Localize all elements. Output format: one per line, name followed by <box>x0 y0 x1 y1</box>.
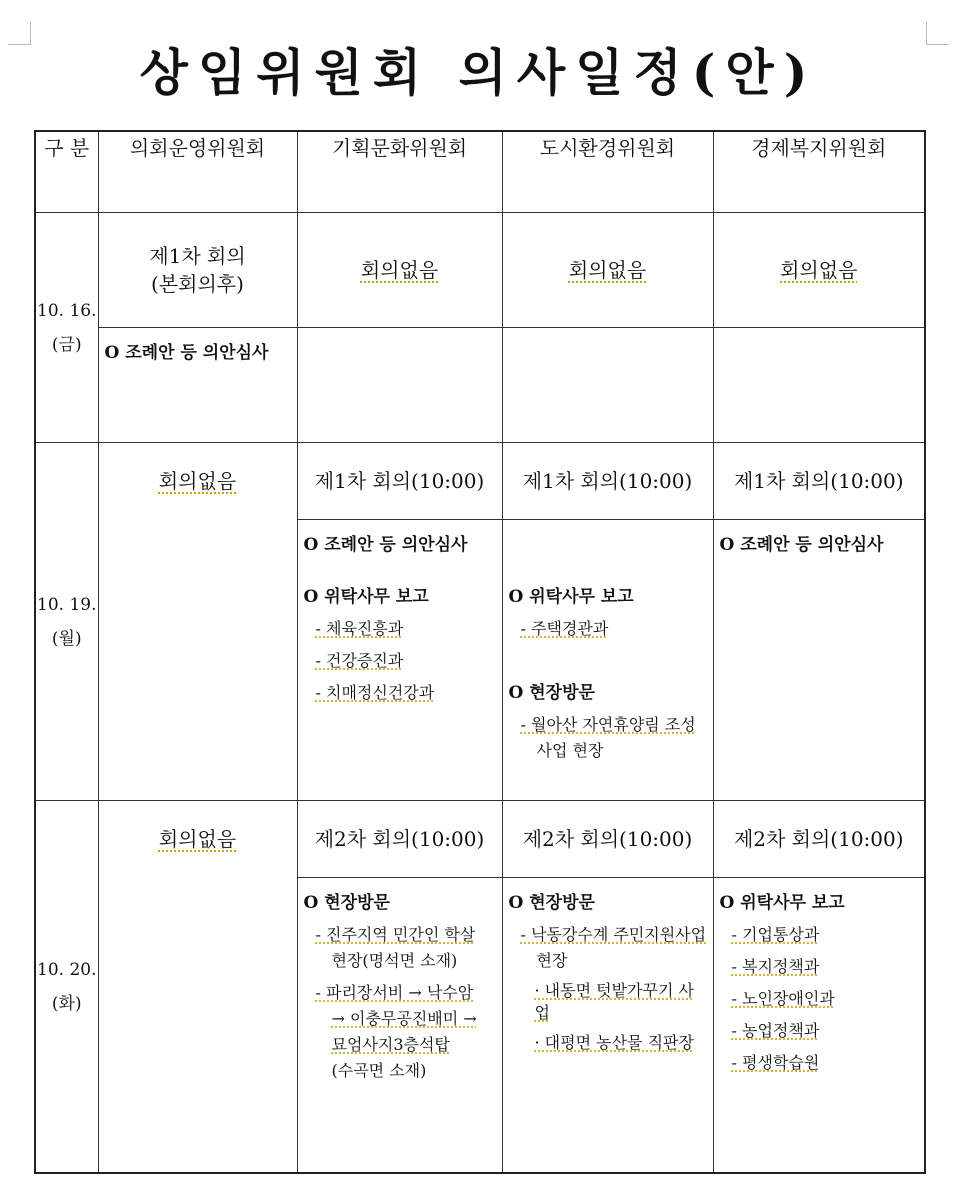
agenda-item: O 조례안 등 의안심사 <box>719 535 884 555</box>
agenda-sub-item-continued: (수곡면 소재) <box>331 1061 427 1080</box>
agenda-item: O 조례안 등 의안심사 <box>104 343 269 363</box>
agenda-sub-item: - 낙동강수계 주민지원사업 <box>520 925 707 944</box>
agenda-sub-item-continued: 현장(명석면 소재) <box>331 951 458 970</box>
agenda-sub-item-continued: 현장 <box>536 951 568 970</box>
agenda-item: O 현장방문 <box>508 893 595 913</box>
agenda-item: O 현장방문 <box>508 683 595 703</box>
schedule-table <box>34 130 926 1174</box>
page-title: 상임위원회 의사일정(안) <box>139 43 818 102</box>
agenda-sub-item: - 체육진흥과 <box>315 619 404 638</box>
meeting-title: 제2차 회의(10:00) <box>314 827 485 851</box>
meeting-subtitle: (본회의후) <box>151 272 244 296</box>
meeting-title: 제1차 회의 <box>149 244 246 268</box>
meeting-cell <box>502 443 713 520</box>
agenda-cell <box>713 520 925 801</box>
agenda-bullet-item: · 내동면 텃밭가꾸기 사업 <box>534 981 694 1022</box>
meeting-cell <box>98 801 297 1174</box>
date-text: 10. 20. <box>37 959 97 980</box>
header-committee-economy-welfare: 경제복지위원회 <box>713 131 925 213</box>
no-meeting-text: 회의없음 <box>360 258 439 282</box>
header-row <box>35 131 925 213</box>
day-text: (금) <box>51 334 82 355</box>
agenda-item: O 현장방문 <box>303 893 390 913</box>
meeting-title: 제2차 회의(10:00) <box>522 827 693 851</box>
no-meeting-text: 회의없음 <box>158 827 237 851</box>
meeting-title: 제1차 회의(10:00) <box>522 469 693 493</box>
no-meeting-text: 회의없음 <box>158 469 237 493</box>
meeting-cell <box>98 213 297 328</box>
meeting-cell <box>713 801 925 878</box>
meeting-cell <box>297 801 502 878</box>
meeting-cell <box>502 801 713 878</box>
agenda-sub-item: - 복지정책과 <box>731 957 820 976</box>
no-meeting-text: 회의없음 <box>568 258 647 282</box>
agenda-sub-item: - 건강증진과 <box>315 651 404 670</box>
agenda-cell-empty <box>502 328 713 443</box>
date-cell <box>35 443 98 801</box>
agenda-sub-item: - 기업통상과 <box>731 925 820 944</box>
meeting-title: 제1차 회의(10:00) <box>314 469 485 493</box>
meeting-cell <box>713 443 925 520</box>
no-meeting-text: 회의없음 <box>780 258 858 282</box>
agenda-sub-item: - 치매정신건강과 <box>315 683 435 702</box>
agenda-sub-item: - 농업정책과 <box>731 1021 820 1040</box>
agenda-sub-item-continued: 묘엄사지3층석탑 <box>331 1035 450 1054</box>
agenda-cell <box>713 878 925 1174</box>
agenda-item: O 위탁사무 보고 <box>303 587 429 607</box>
agenda-bullet-item: · 대평면 농산물 직판장 <box>534 1033 694 1052</box>
header-committee-operations: 의회운영위원회 <box>98 131 297 213</box>
agenda-cell <box>297 878 502 1174</box>
agenda-sub-item-continued: → 이충무공진배미 → <box>331 1009 477 1028</box>
agenda-cell-empty <box>713 328 925 443</box>
row-10-16-agenda <box>35 328 925 443</box>
agenda-item: O 위탁사무 보고 <box>719 893 845 913</box>
agenda-item: O 위탁사무 보고 <box>508 587 634 607</box>
date-cell <box>35 213 98 443</box>
agenda-cell <box>297 520 502 801</box>
agenda-sub-item: - 주택경관과 <box>520 619 609 638</box>
agenda-cell <box>502 520 713 801</box>
agenda-cell-empty <box>297 328 502 443</box>
agenda-cell <box>502 878 713 1174</box>
date-text: 10. 16. <box>37 300 97 321</box>
row-10-20-meeting <box>35 801 925 878</box>
agenda-sub-item: - 평생학습원 <box>731 1053 820 1072</box>
row-10-19-meeting <box>35 443 925 520</box>
date-cell <box>35 801 98 1174</box>
date-text: 10. 19. <box>37 594 97 615</box>
agenda-sub-item: - 진주지역 민간인 학살 <box>315 925 476 944</box>
agenda-cell <box>98 328 297 443</box>
header-committee-planning-culture: 기획문화위원회 <box>297 131 502 213</box>
day-text: (화) <box>51 993 82 1014</box>
meeting-cell <box>502 213 713 328</box>
header-category: 구 분 <box>35 131 98 213</box>
meeting-cell <box>297 443 502 520</box>
meeting-title: 제2차 회의(10:00) <box>733 827 904 851</box>
agenda-sub-item: - 노인장애인과 <box>731 989 835 1008</box>
agenda-item: O 조례안 등 의안심사 <box>303 535 468 555</box>
agenda-sub-item-continued: 사업 현장 <box>536 741 604 760</box>
meeting-title: 제1차 회의(10:00) <box>733 469 904 493</box>
meeting-cell <box>297 213 502 328</box>
row-10-16-meeting <box>35 213 925 328</box>
day-text: (월) <box>51 628 82 649</box>
meeting-cell <box>98 443 297 801</box>
agenda-sub-item: - 파리장서비 → 낙수암 <box>315 983 474 1002</box>
meeting-cell <box>713 213 925 328</box>
agenda-sub-item: - 월아산 자연휴양림 조성 <box>520 715 696 734</box>
header-committee-urban-environment: 도시환경위원회 <box>502 131 713 213</box>
